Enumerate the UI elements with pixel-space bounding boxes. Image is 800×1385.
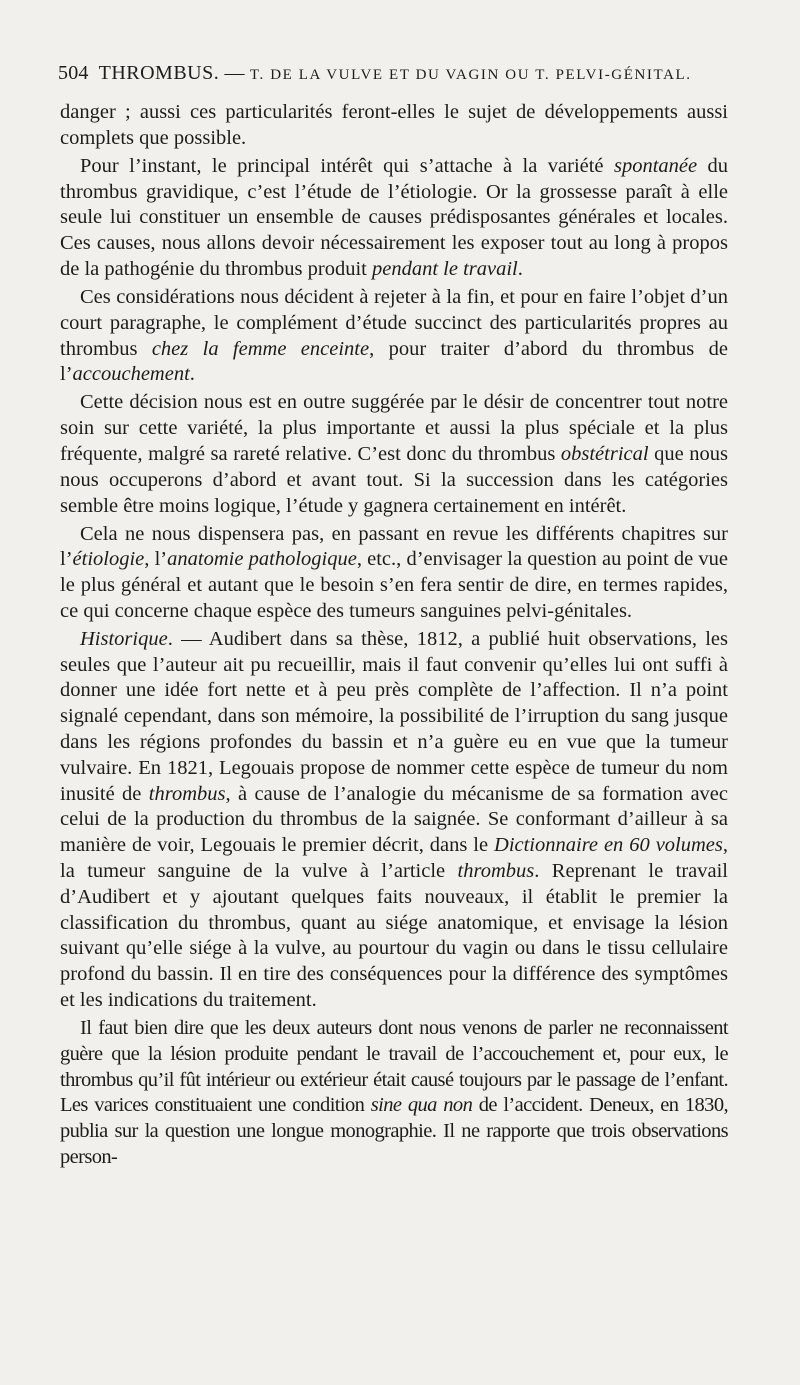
text-segment: , l’ <box>144 548 168 571</box>
text-segment: Il faut bien dire que les deux auteurs dont nous venons de parler ne reconnaissent guère que la lésion produite pendant le travail de l’accouchement et, pour eux, le thrombus qu’il fût intérieur ou extérieur était causé toujours par le passage de l’enfant. Les varices constituaient une condition <box>60 1017 728 1117</box>
italic-term: thrombus <box>148 782 226 805</box>
paragraph-1 <box>60 100 728 152</box>
text-segment: , etc., d’envisager la question au point de vue le plus général et autant que le besoin s’en fera sentir de dire, en termes rapides, ce qui concerne chaque espèce des tumeurs sanguines pelvi-génitales. <box>60 548 729 622</box>
text-segment: Cette décision nous est en outre suggérée par le désir de concentrer tout notre soin sur cette variété, la plus importante et aussi la plus spéciale et la plus fréquente, malgré sa rareté relative. C’est donc du thrombus <box>60 391 728 465</box>
italic-term: pendant le travail <box>372 257 518 280</box>
paragraph-7 <box>60 1016 728 1171</box>
text-segment: . — Audibert dans sa thèse, 1812, a publié huit observations, les seules que l’auteur ait pu recueillir, mais il faut convenir qu’elles lui ont suffi à donner une idée fort nette et à peu près complète de l’affection. Il n’a point signalé cependant, dans son mémoire, la possibilité de l’irruption du sang jusque dans les régions profondes du bassin et n’a guère eu en vue que la tumeur vulvaire. En 1821, Legouais propose de nommer cette espèce de tumeur du nom inusité de <box>60 627 728 805</box>
paragraph-5 <box>60 522 728 625</box>
paragraph-2 <box>60 154 728 283</box>
paragraph-4 <box>60 390 728 519</box>
text-segment: . <box>189 363 195 386</box>
page-number: 504 <box>58 62 89 84</box>
paragraph-3 <box>60 285 728 388</box>
paragraph-6 <box>60 627 728 1014</box>
text-segment: . <box>517 257 523 280</box>
italic-term: sine qua non <box>370 1094 473 1117</box>
paragraph-text: danger ; aussi ces particularités feront-elles le sujet de développements aussi complets que possible. <box>60 101 728 149</box>
text-segment: du thrombus gravidique, c’est l’étude de l’étiologie. Or la grossesse paraît à elle seule lui constituer un ensemble de causes prédisposantes générales et locales. Ces causes, nous allons devoir nécessairement les exposer tout au long à propos de la pathogénie du thrombus produit <box>60 154 729 280</box>
italic-term: Dictionnaire en 60 volumes <box>494 834 723 857</box>
italic-term: chez la femme enceinte <box>151 337 370 360</box>
italic-term: accouchement <box>72 363 190 386</box>
text-segment: , à cause de l’analogie du mécanisme de sa formation avec celui de la production du thrombus de la saignée. Se conformant d’ailleur à sa manière de voir, Legouais le premier décrit, dans le <box>60 782 728 857</box>
italic-term: thrombus <box>457 860 535 883</box>
text-segment: , la tumeur sanguine de la vulve à l’article <box>60 834 728 883</box>
section-heading-historique: Historique <box>80 627 168 650</box>
text-segment: que nous nous occuperons d’abord et avant tout. Si la succession dans les catégories semble être moins logique, l’étude y gagnera certainement en intérêt. <box>60 442 729 517</box>
body-text <box>60 100 728 1171</box>
text-segment: de l’accident. Deneux, en 1830, publia sur la question une longue monographie. Il ne rapporte que trois observations person- <box>60 1094 729 1168</box>
text-segment: Pour l’instant, le principal intérêt qui s’attache à la variété <box>80 154 614 177</box>
header-dash: — <box>219 62 250 84</box>
text-segment: . Reprenant le travail d’Audibert et y ajoutant quelques faits nouveaux, il établit le premier la classification du thrombus, quant au siége anatomique, et envisage la lésion suivant qu’elle siége à la vulve, au pourtour du vagin ou dans le tissu cellulaire profond du bassin. Il en tire des conséquences pour la différence des symptômes et les indications du traitement. <box>60 860 728 1012</box>
italic-term: spontanée <box>613 154 698 177</box>
text-segment: Ces considérations nous décident à rejeter à la fin, et pour en faire l’objet d’un court paragraphe, le complément d’étude succinct des particularités propres au thrombus <box>60 285 728 360</box>
italic-term: obstétrical <box>560 442 649 465</box>
running-title: THROMBUS. <box>98 62 220 84</box>
text-segment: , pour traiter d’abord du thrombus de l’ <box>60 337 729 386</box>
text-segment: Cela ne nous dispensera pas, en passant en revue les différents chapitres sur l’ <box>60 522 728 571</box>
italic-term: anatomie pathologique <box>167 548 357 571</box>
italic-term: étiologie <box>72 548 145 571</box>
running-subtitle: T. DE LA VULVE ET DU VAGIN OU T. PELVI-GÉNITAL. <box>249 67 692 83</box>
running-header <box>58 62 730 90</box>
